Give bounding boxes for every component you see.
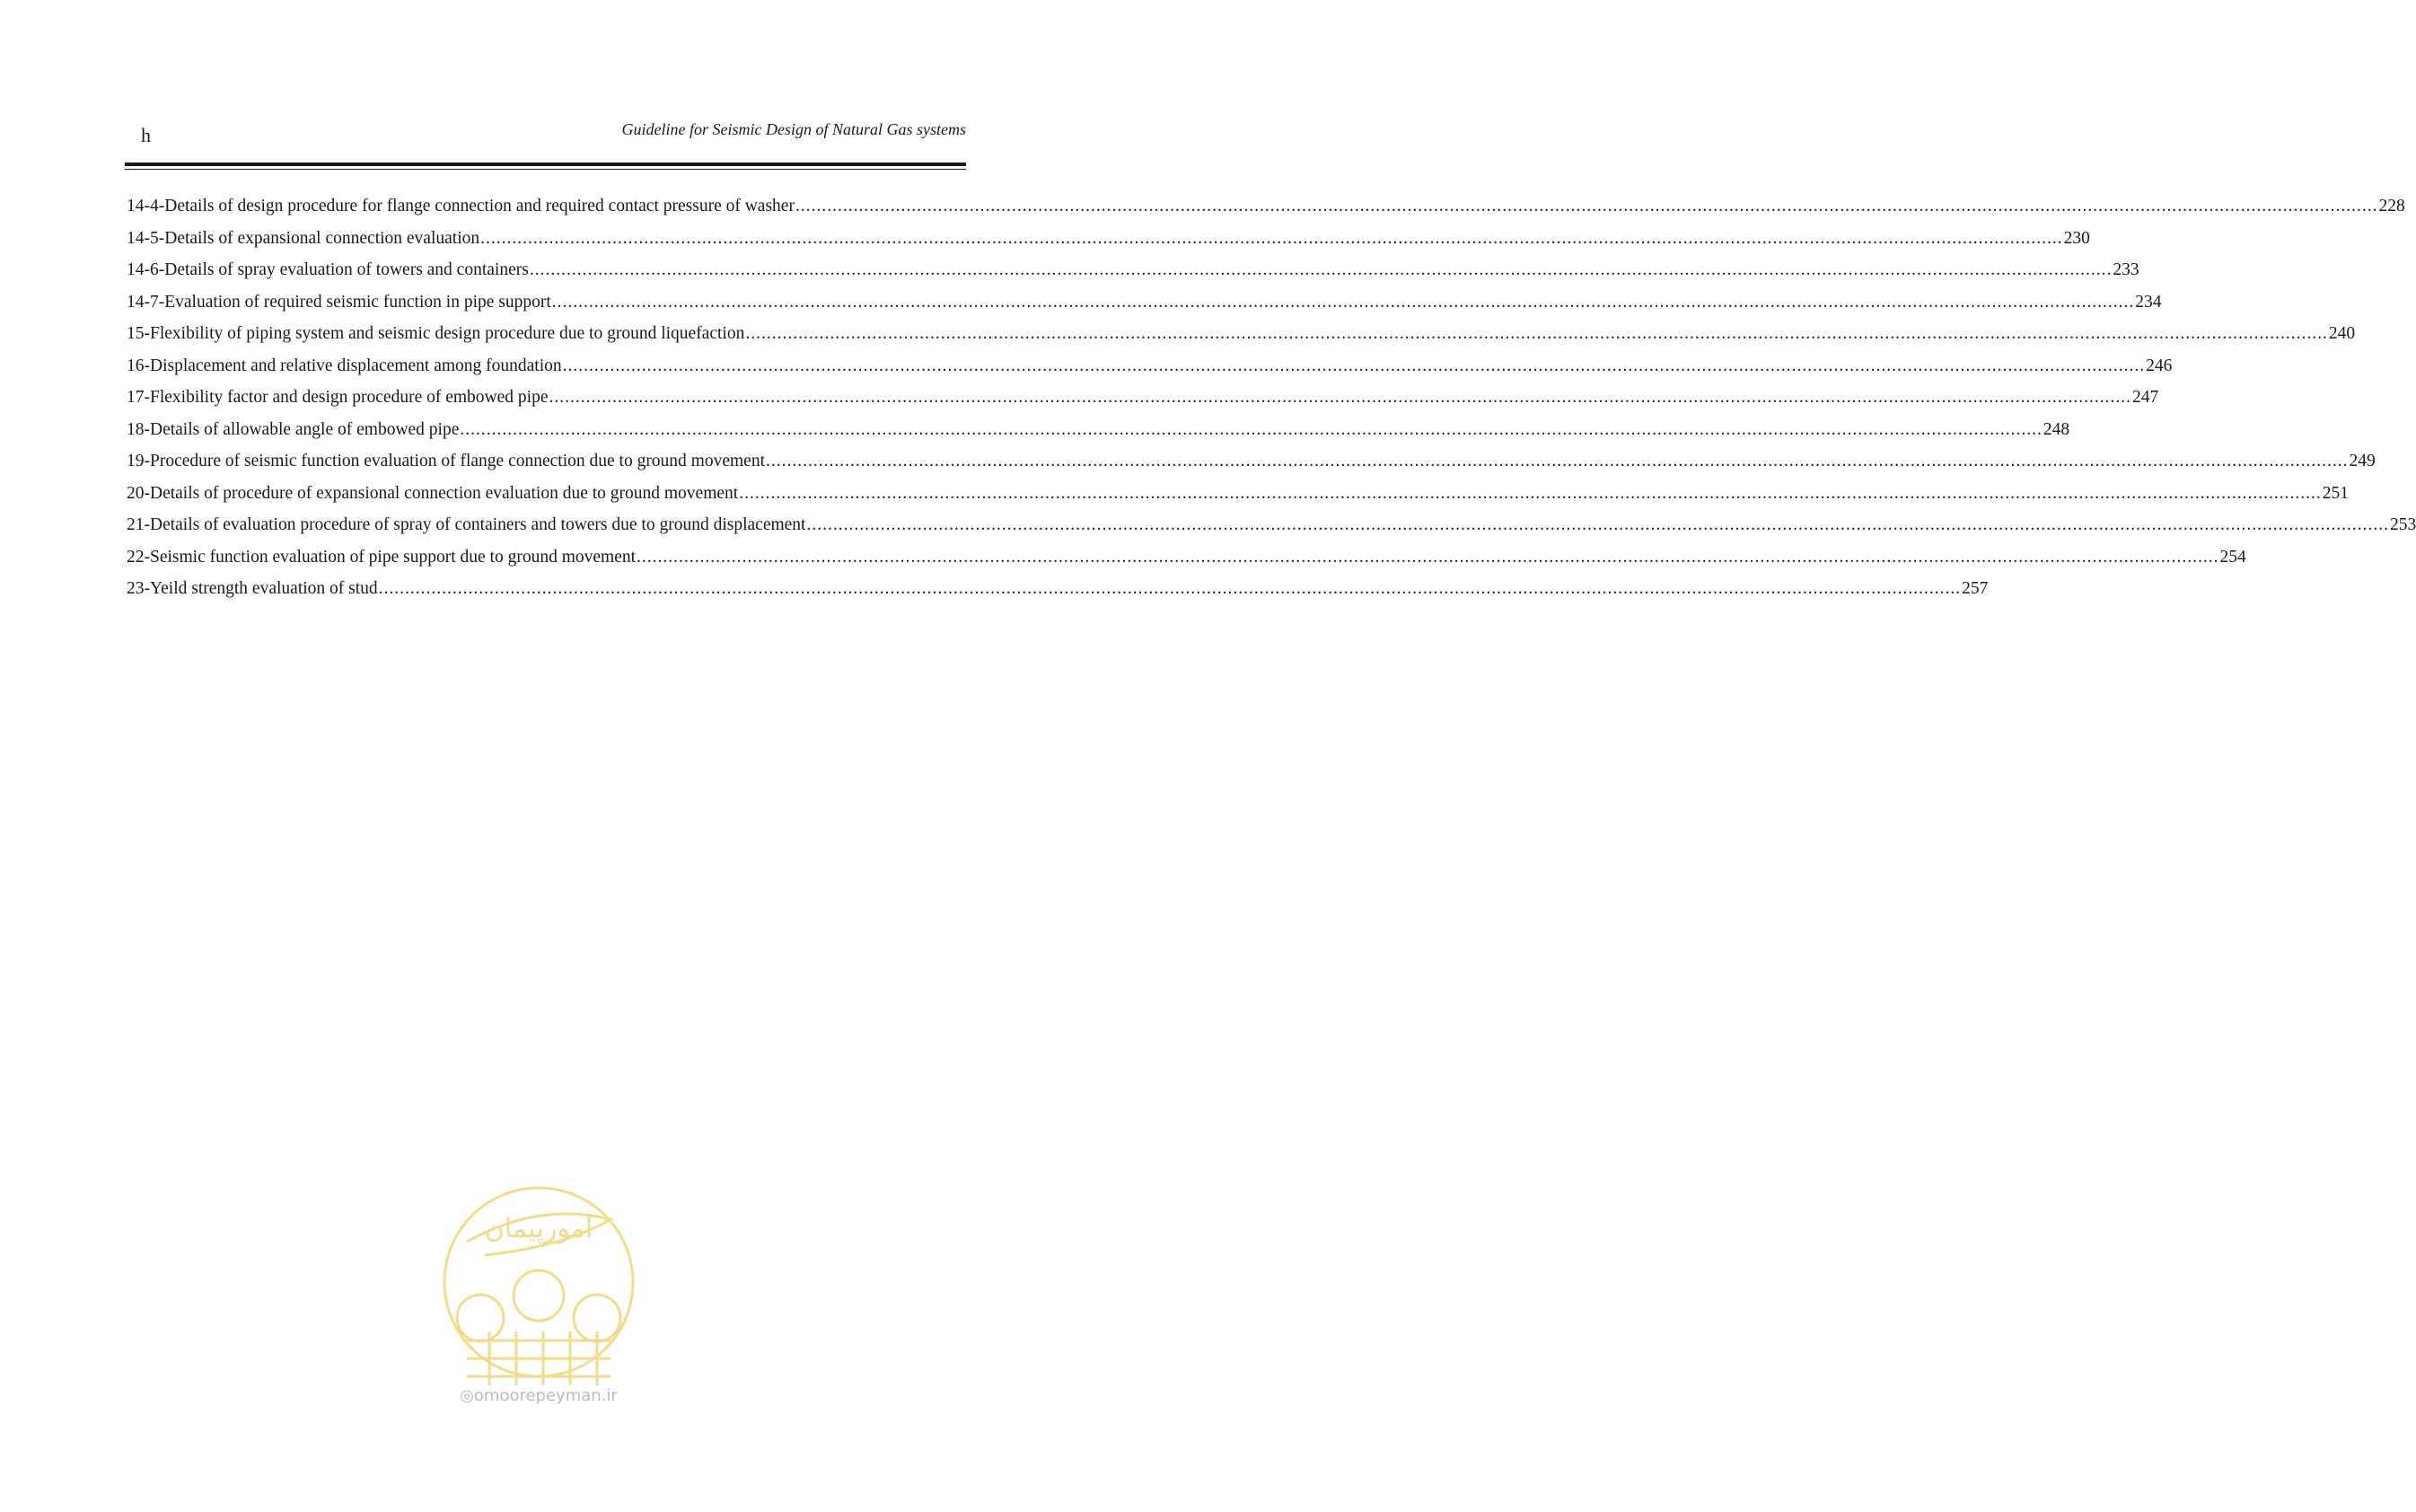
- toc-entry[interactable]: [127, 541, 2246, 574]
- toc-entry-page: 228: [2378, 197, 2405, 215]
- toc-leader-dots: ............................................................................................................................................................................................................................................................................................................: [562, 356, 2146, 375]
- toc-leader-dots: ............................................................................................................................................................................................................................................................................................................: [739, 483, 2322, 503]
- toc-entry-title: 21-Details of evaluation procedure of spray of containers and towers due to ground displacement: [127, 515, 806, 534]
- toc-entry-title: 20-Details of procedure of expansional connection evaluation due to ground movement: [127, 483, 739, 503]
- toc-leader-dots: ............................................................................................................................................................................................................................................................................................................: [745, 324, 2328, 343]
- toc-leader-dots: ............................................................................................................................................................................................................................................................................................................: [480, 228, 2063, 248]
- toc-entry[interactable]: [127, 573, 1989, 605]
- toc-entry[interactable]: [127, 478, 2349, 510]
- toc-entry[interactable]: [127, 318, 2356, 350]
- toc-entry-page: 249: [2349, 452, 2376, 470]
- toc-leader-dots: ............................................................................................................................................................................................................................................................................................................: [551, 292, 2135, 312]
- toc-entry-title: 22-Seismic function evaluation of pipe support due to ground movement: [127, 547, 637, 567]
- toc-entry-page: 240: [2328, 324, 2356, 343]
- toc-leader-dots: ............................................................................................................................................................................................................................................................................................................: [549, 388, 2131, 407]
- toc-entry[interactable]: [127, 190, 2405, 223]
- header-rule-thin: [125, 169, 966, 170]
- watermark-logo-text: امورپیمان: [484, 1213, 593, 1244]
- toc-leader-dots: ............................................................................................................................................................................................................................................................................................................: [766, 452, 2349, 470]
- toc-entry-title: 14-5-Details of expansional connection evaluation: [127, 228, 480, 248]
- table-of-contents: [127, 190, 2416, 605]
- toc-entry-page: 257: [1962, 579, 1989, 598]
- toc-entry-page: 246: [2146, 356, 2173, 375]
- toc-entry-page: 234: [2135, 292, 2162, 312]
- toc-entry[interactable]: [127, 254, 2139, 286]
- watermark-site-text: omoorepeyman.ir: [473, 1386, 618, 1405]
- toc-entry[interactable]: [127, 286, 2162, 319]
- toc-leader-dots: ............................................................................................................................................................................................................................................................................................................: [460, 419, 2043, 439]
- toc-entry-title: 16-Displacement and relative displacement among foundation: [127, 356, 562, 375]
- toc-entry[interactable]: [127, 414, 2070, 446]
- toc-entry[interactable]: [127, 445, 2376, 478]
- toc-entry-title: 18-Details of allowable angle of embowed pipe: [127, 419, 460, 439]
- toc-entry[interactable]: [127, 382, 2159, 414]
- toc-entry[interactable]: [127, 509, 2416, 541]
- toc-entry-page: 230: [2063, 228, 2090, 248]
- toc-leader-dots: ............................................................................................................................................................................................................................................................................................................: [637, 547, 2219, 567]
- toc-leader-dots: ............................................................................................................................................................................................................................................................................................................: [806, 515, 2389, 534]
- toc-entry-title: 14-4-Details of design procedure for flange connection and required contact pressure of washer: [127, 197, 795, 215]
- toc-entry-title: 19-Procedure of seismic function evaluation of flange connection due to ground movement: [127, 452, 765, 470]
- toc-entry-title: 17-Flexibility factor and design procedure of embowed pipe: [127, 388, 549, 407]
- watermark-site: [431, 1386, 646, 1405]
- toc-entry-page: 247: [2132, 388, 2159, 407]
- page-letter: h: [141, 124, 151, 146]
- toc-leader-dots: ............................................................................................................................................................................................................................................................................................................: [378, 579, 1962, 598]
- toc-entry[interactable]: [127, 350, 2173, 382]
- toc-entry-title: 15-Flexibility of piping system and seismic design procedure due to ground liquefaction: [127, 324, 745, 343]
- toc-entry-page: 253: [2389, 515, 2416, 534]
- toc-entry[interactable]: [127, 223, 2090, 255]
- toc-entry-page: 254: [2219, 547, 2246, 567]
- toc-leader-dots: ............................................................................................................................................................................................................................................................................................................: [529, 260, 2113, 279]
- toc-entry-page: 233: [2113, 260, 2139, 279]
- toc-entry-page: 248: [2043, 419, 2070, 439]
- toc-entry-page: 251: [2322, 483, 2349, 503]
- toc-entry-title: 14-6-Details of spray evaluation of towers and containers: [127, 260, 529, 279]
- toc-entry-title: 14-7-Evaluation of required seismic function in pipe support: [127, 292, 551, 312]
- toc-leader-dots: ............................................................................................................................................................................................................................................................................................................: [795, 197, 2378, 215]
- watermark-logo-icon: [431, 1183, 646, 1417]
- toc-entry-title: 23-Yeild strength evaluation of stud: [127, 579, 378, 598]
- globe-icon: ◎: [460, 1386, 474, 1405]
- header-rule-thick: [125, 163, 966, 166]
- running-header: Guideline for Seismic Design of Natural Gas systems: [621, 120, 966, 138]
